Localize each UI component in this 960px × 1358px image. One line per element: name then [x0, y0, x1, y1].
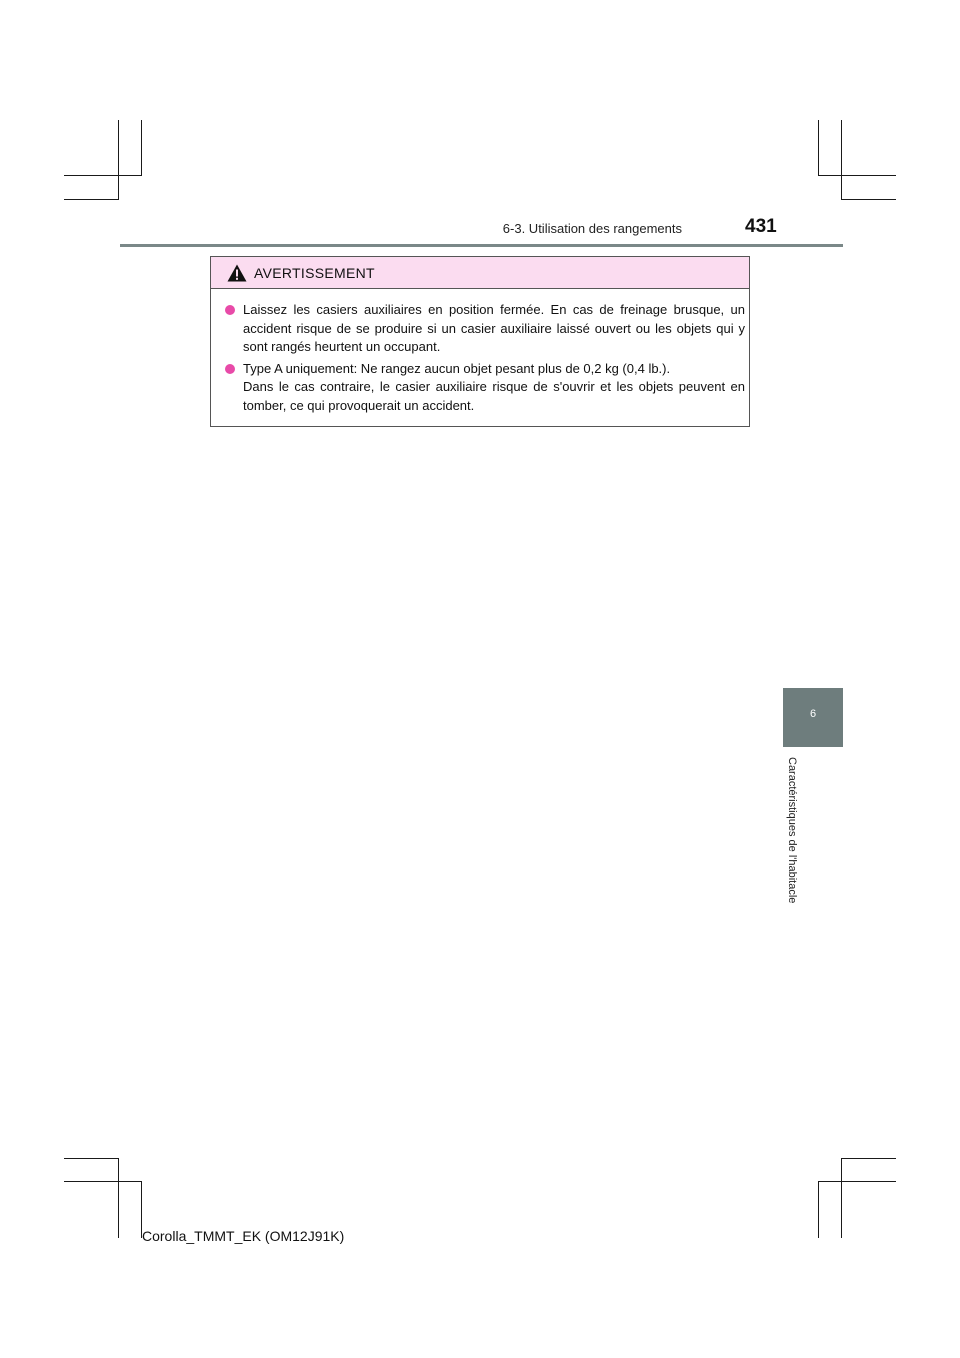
warning-text: Type A uniquement: Ne rangez aucun objet pesant plus de 0,2 kg (0,4 lb.).: [243, 360, 671, 376]
warning-text: Laissez les casiers auxiliaires en position fermée. En cas de freinage brusque, un accident risque de se produire si un casier auxiliaire laissé ouvert ou les objets qui y sont rangés heurtent un occupant.: [243, 302, 745, 354]
crop-mark: [818, 175, 896, 176]
page-number: 431: [745, 216, 777, 237]
document-code: Corolla_TMMT_EK (OM12J91K): [142, 1228, 345, 1244]
warning-box: [210, 256, 750, 427]
crop-mark: [118, 1158, 119, 1238]
warning-triangle-icon: [227, 264, 247, 282]
warning-list: [225, 301, 745, 418]
section-title: 6-3. Utilisation des rangements: [502, 221, 682, 236]
warning-title: AVERTISSEMENT: [254, 265, 375, 281]
bullet-icon: [225, 364, 235, 374]
crop-mark: [118, 120, 119, 200]
crop-mark: [141, 120, 142, 175]
header-rule: [120, 244, 843, 247]
chapter-title: Caractéristiques de l'habitacle: [786, 757, 798, 904]
chapter-number: 6: [809, 708, 817, 720]
crop-mark: [64, 199, 119, 200]
crop-mark: [64, 1158, 119, 1159]
crop-mark: [841, 1158, 842, 1238]
chapter-tab: [783, 688, 843, 747]
crop-mark: [64, 175, 142, 176]
crop-mark: [64, 1181, 142, 1182]
warning-item: [225, 360, 745, 416]
crop-mark: [818, 120, 819, 175]
crop-mark: [841, 120, 842, 200]
warning-header: [211, 257, 749, 289]
crop-mark: [841, 199, 896, 200]
crop-mark: [818, 1181, 819, 1238]
warning-text: Dans le cas contraire, le casier auxiliaire risque de s'ouvrir et les objets peuvent en tomber, ce qui provoquerait un accident.: [243, 379, 745, 413]
warning-item: [225, 301, 745, 357]
crop-mark: [818, 1181, 896, 1182]
crop-mark: [841, 1158, 896, 1159]
bullet-icon: [225, 305, 235, 315]
